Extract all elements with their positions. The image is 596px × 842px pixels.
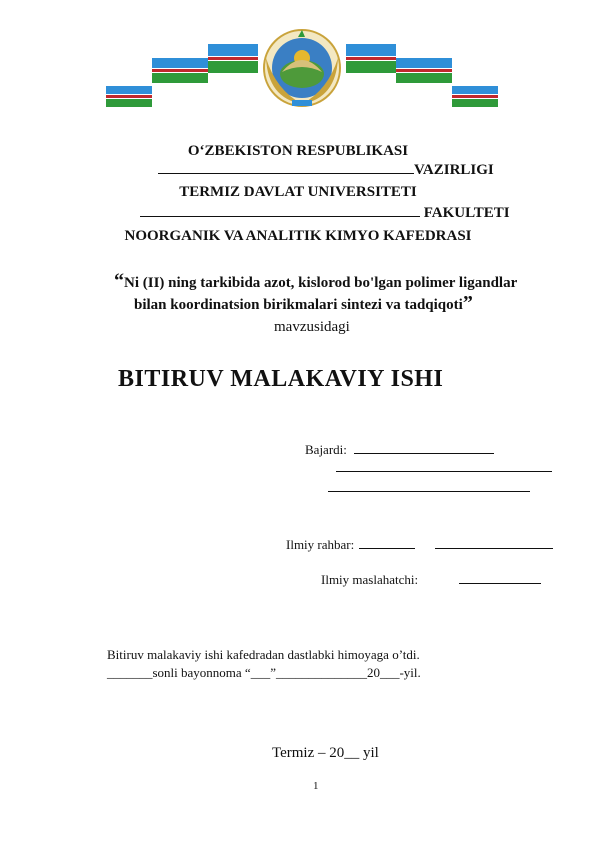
state-emblem-banner-icon (106, 28, 498, 112)
defense-line-1: Bitiruv malakaviy ishi kafedradan dastlabki himoyaga o’tdi. (107, 647, 420, 662)
defense-line-2: _______sonli bayonnoma “___”______________20___-yil. (107, 665, 421, 680)
faculty-line (140, 205, 510, 222)
topic-close-quote: ” (462, 292, 473, 314)
topic-line-2 (134, 292, 473, 315)
country-heading: O‘ZBEKISTON RESPUBLIKASI (187, 143, 409, 159)
ministry-blank (158, 172, 414, 174)
bajardi-blank-3 (328, 491, 530, 492)
ilmiy-maslahatchi-blank (459, 582, 541, 584)
topic-text-2: bilan koordinatsion birikmalari sintezi va tadqiqoti (134, 297, 463, 313)
ministry-label: VAZIRLIGI (414, 162, 494, 178)
ilmiy-maslahatchi-line (321, 572, 541, 588)
ilmiy-rahbar-blank-1 (359, 547, 415, 549)
department-heading: NOORGANIK VA ANALITIK KIMYO KAFEDRASI (124, 228, 472, 244)
topic-text-1: Ni (II) ning tarkibida azot, kislorod bo'lgan polimer ligandlar (124, 275, 518, 291)
bajardi-blank-2 (336, 471, 552, 472)
page-number: 1 (313, 780, 319, 792)
bajardi-label: Bajardi: (305, 442, 347, 457)
faculty-label: FAKULTETI (423, 205, 510, 221)
bajardi-blank (354, 452, 494, 454)
ilmiy-rahbar-label: Ilmiy rahbar: (286, 537, 355, 552)
bajardi-line (305, 442, 494, 458)
place-year: Termiz – 20__ yil (272, 745, 379, 761)
ministry-line (158, 162, 494, 179)
work-title: BITIRUV MALAKAVIY ISHI (118, 366, 444, 392)
university-heading: TERMIZ DAVLAT UNIVERSITETI (179, 184, 417, 200)
ilmiy-maslahatchi-label: Ilmiy maslahatchi: (321, 572, 419, 587)
topic-caption: mavzusidagi (274, 319, 350, 335)
topic-line-1 (114, 270, 517, 293)
ilmiy-rahbar-blank-2 (435, 547, 553, 549)
faculty-blank (140, 215, 420, 217)
ilmiy-rahbar-line (286, 537, 553, 553)
topic-open-quote: “ (114, 270, 124, 292)
